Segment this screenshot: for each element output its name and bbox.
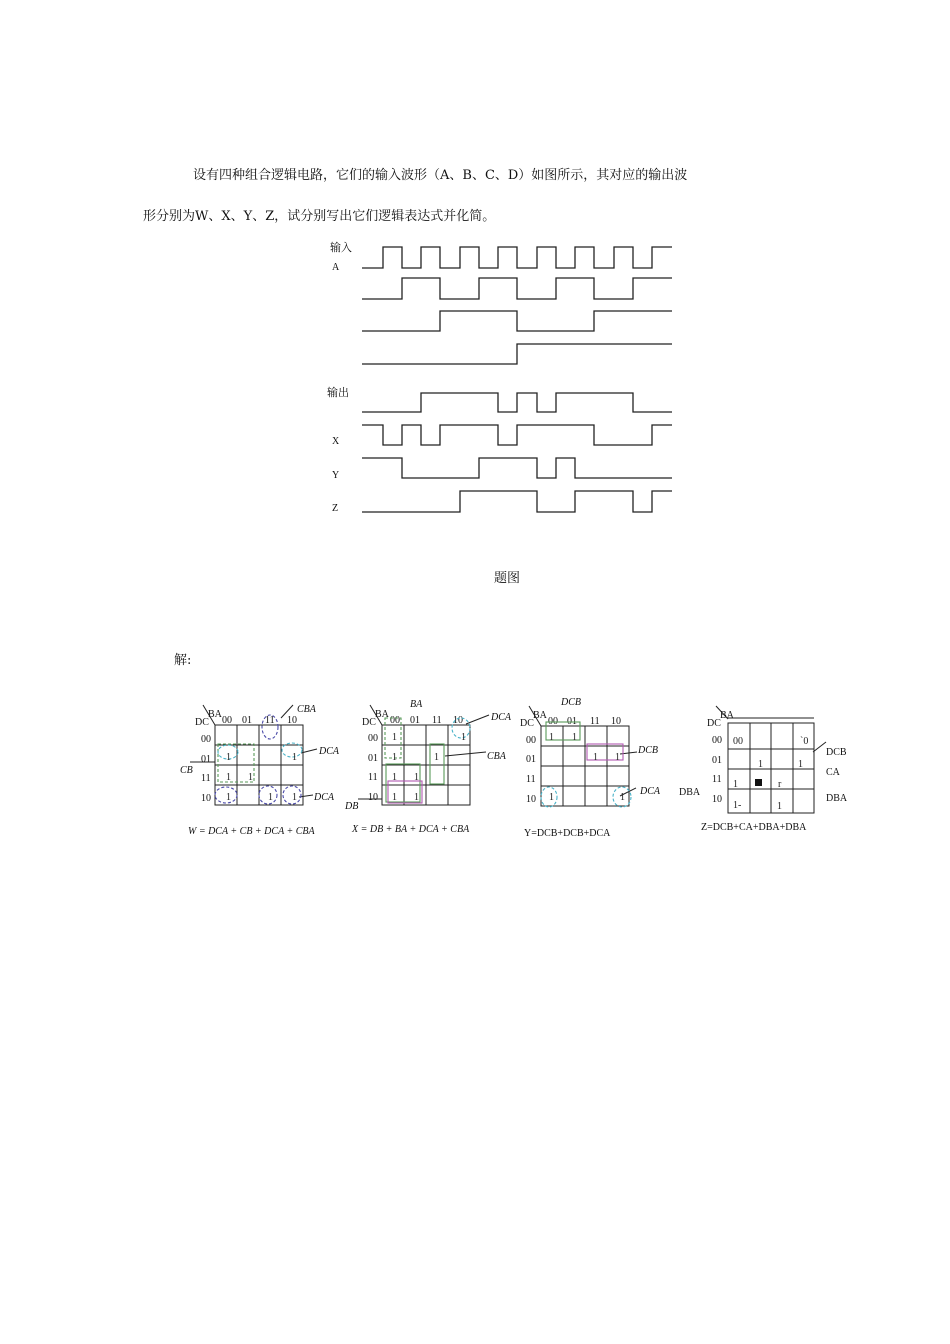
svg-text:1: 1 — [292, 792, 297, 803]
svg-text:1: 1 — [268, 792, 273, 803]
svg-text:1: 1 — [434, 752, 439, 763]
kmap-x-row-0: 00 — [368, 733, 378, 744]
svg-text:1-: 1- — [733, 800, 742, 811]
kmap-z-row-1: 01 — [712, 755, 722, 766]
svg-text:1: 1 — [733, 779, 738, 790]
kmap-x-row-1: 01 — [368, 753, 378, 764]
svg-text:1: 1 — [392, 792, 397, 803]
svg-text:`0: `0 — [800, 736, 809, 747]
kmap-w-col-2: 11 — [265, 715, 275, 726]
kmap-w-annot-cba: CBA — [297, 704, 316, 715]
kmap-y-groups — [541, 722, 631, 807]
kmap-x-col-0: 00 — [390, 715, 400, 726]
kmap-z-row-0: 00 — [712, 735, 722, 746]
kmap-w-row-1: 01 — [201, 754, 211, 765]
kmap-x-groups — [385, 718, 470, 803]
kmap-y-row-var: DC — [520, 718, 534, 729]
kmap-z-row-var: DC — [707, 718, 721, 729]
svg-text:1: 1 — [620, 792, 625, 803]
problem-line-1: 设有四种组合逻辑电路，它们的输入波形（A、B、C、D）如图所示，其对应的输出波 — [193, 168, 688, 183]
kmap-z-row-3: 10 — [712, 794, 722, 805]
kmap-z-annot-dcb: DCB — [826, 747, 847, 758]
svg-text:1: 1 — [392, 732, 397, 743]
svg-text:1: 1 — [248, 772, 253, 783]
problem-line-2: 形分别为W、X、Y、Z，试分别写出它们逻辑表达式并化简。 — [143, 209, 496, 224]
kmap-x-annot-db: DB — [345, 801, 359, 812]
kmap-y-col-var: BA — [533, 710, 547, 721]
kmap-w-expression: W = DCA + CB + DCA + CBA — [188, 826, 315, 837]
kmap-y-col-2: 11 — [590, 716, 600, 727]
figure-caption: 题图 — [494, 571, 521, 586]
kmap-w-row-2: 11 — [201, 773, 211, 784]
svg-text:1: 1 — [392, 752, 397, 763]
kmap-x-row-2: 11 — [368, 772, 378, 783]
kmap-y-row-1: 01 — [526, 754, 536, 765]
kmap-w-row-var: DC — [195, 717, 209, 728]
svg-text:1: 1 — [414, 772, 419, 783]
kmap-w-annot-cb: CB — [180, 765, 193, 776]
kmap-z-col-var: BA — [720, 710, 734, 721]
kmap-w-row-3: 10 — [201, 793, 211, 804]
kmap-w-col-var: BA — [208, 709, 222, 720]
kmap-w-annot-dca-1: DCA — [319, 746, 339, 757]
svg-text:1: 1 — [414, 792, 419, 803]
kmap-z-row-2: 11 — [712, 774, 722, 785]
kmap-x-col-var: BA — [375, 709, 389, 720]
kmap-y-row-2: 11 — [526, 774, 536, 785]
signal-label-z: Z — [332, 503, 339, 514]
kmap-w-col-0: 00 — [222, 715, 232, 726]
kmap-y-row-3: 10 — [526, 794, 536, 805]
kmap-x-col-1: 01 — [410, 715, 420, 726]
kmap-y-annot-dcb: DCB — [638, 745, 658, 756]
output-label: 输出 — [327, 387, 349, 399]
svg-text:1: 1 — [798, 759, 803, 770]
kmap-z-annot-dba-right: DBA — [826, 793, 848, 804]
kmap-y-col-0: 00 — [548, 716, 558, 727]
kmap-w-col-3: 10 — [287, 715, 297, 726]
kmap-x-grid — [358, 705, 489, 805]
kmap-y-col-3: 10 — [611, 716, 621, 727]
input-label: 输入 — [330, 242, 352, 254]
solution-label: 解: — [174, 653, 192, 668]
svg-text:00: 00 — [733, 736, 743, 747]
kmap-w-row-0: 00 — [201, 734, 211, 745]
svg-text:1: 1 — [758, 759, 763, 770]
svg-text:1: 1 — [461, 732, 466, 743]
svg-text:1: 1 — [777, 801, 782, 812]
svg-text:1: 1 — [226, 792, 231, 803]
kmap-y-row-0: 00 — [526, 735, 536, 746]
svg-text:r: r — [778, 779, 782, 790]
signal-label-a: A — [332, 262, 340, 273]
signal-label-y: Y — [332, 470, 340, 481]
svg-text:1: 1 — [549, 792, 554, 803]
svg-text:1: 1 — [392, 772, 397, 783]
kmap-x-row-var: DC — [362, 717, 376, 728]
kmap-z-annot-ca: CA — [826, 767, 840, 778]
kmap-y-col-1: 01 — [567, 716, 577, 727]
kmap-z-filled-mark — [755, 779, 762, 786]
kmap-y-annot-dca: DCA — [640, 786, 660, 797]
kmap-w-col-1: 01 — [242, 715, 252, 726]
kmap-y-annot-dcb-top: DCB — [561, 697, 581, 708]
kmap-z-grid — [716, 706, 826, 813]
svg-text:1: 1 — [593, 752, 598, 763]
kmap-y-expression: Y=DCB+DCB+DCA — [524, 828, 611, 839]
kmap-x-row-3: 10 — [368, 792, 378, 803]
svg-text:1: 1 — [549, 732, 554, 743]
kmap-x-annot-dca: DCA — [491, 712, 511, 723]
signal-label-x: X — [332, 436, 340, 447]
kmap-w-annot-dca-2: DCA — [314, 792, 334, 803]
kmap-x-col-2: 11 — [432, 715, 442, 726]
kmap-x-annot-cba: CBA — [487, 751, 506, 762]
kmap-x-col-3: 10 — [453, 715, 463, 726]
svg-text:1: 1 — [572, 732, 577, 743]
kmap-x-annot-ba: BA — [410, 699, 423, 710]
kmap-x-expression: X = DB + BA + DCA + CBA — [352, 824, 470, 835]
kmap-z-expression: Z=DCB+CA+DBA+DBA — [701, 822, 807, 833]
kmap-z-annot-dba-left: DBA — [679, 787, 701, 798]
svg-text:1: 1 — [226, 752, 231, 763]
kmap-cell-values — [226, 732, 808, 812]
svg-text:1: 1 — [226, 772, 231, 783]
kmap-y-grid — [529, 706, 637, 806]
svg-text:1: 1 — [292, 752, 297, 763]
svg-text:1: 1 — [615, 752, 620, 763]
